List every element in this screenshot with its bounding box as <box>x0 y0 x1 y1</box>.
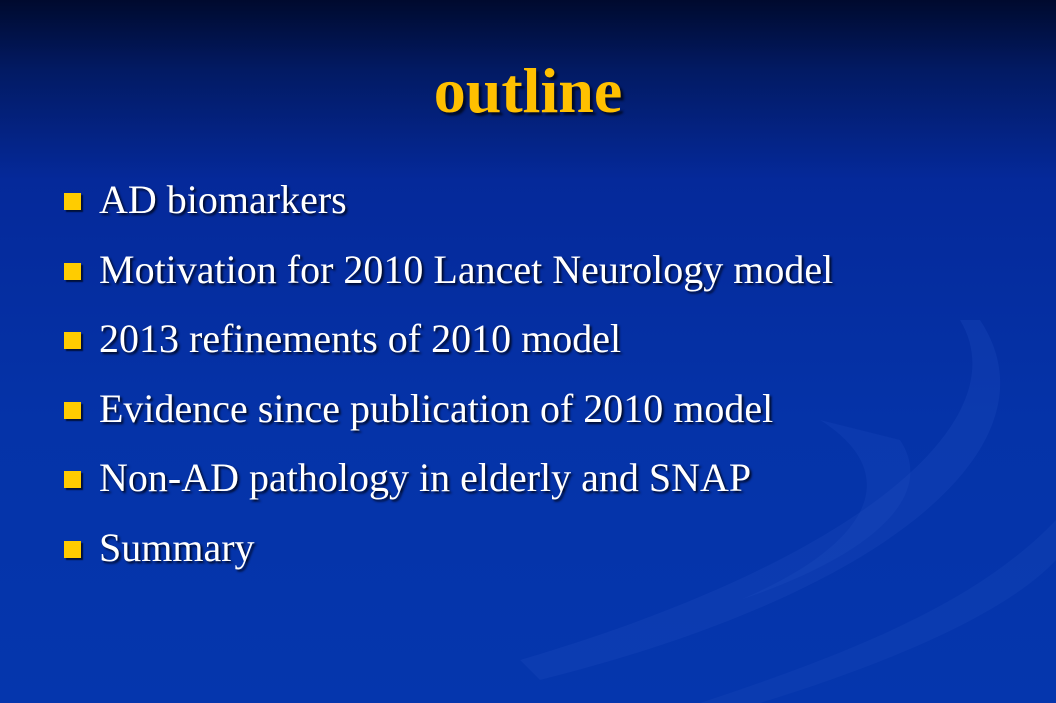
list-item <box>64 165 833 235</box>
bullet-list <box>64 165 833 582</box>
list-item <box>64 374 833 444</box>
bullet-text: Evidence since publication of 2010 model <box>99 385 774 431</box>
bullet-text: 2013 refinements of 2010 model <box>99 316 622 362</box>
square-bullet-icon <box>64 332 81 349</box>
square-bullet-icon <box>64 193 81 210</box>
square-bullet-icon <box>64 402 81 419</box>
bullet-text: AD biomarkers <box>99 177 347 223</box>
square-bullet-icon <box>64 471 81 488</box>
square-bullet-icon <box>64 263 81 280</box>
list-item <box>64 235 833 305</box>
list-item <box>64 513 833 583</box>
list-item <box>64 304 833 374</box>
bullet-text: Summary <box>99 524 255 570</box>
slide-title: outline <box>433 55 623 126</box>
list-item <box>64 443 833 513</box>
bullet-text: Motivation for 2010 Lancet Neurology model <box>99 246 834 292</box>
bullet-text: Non-AD pathology in elderly and SNAP <box>99 455 752 501</box>
square-bullet-icon <box>64 541 81 558</box>
